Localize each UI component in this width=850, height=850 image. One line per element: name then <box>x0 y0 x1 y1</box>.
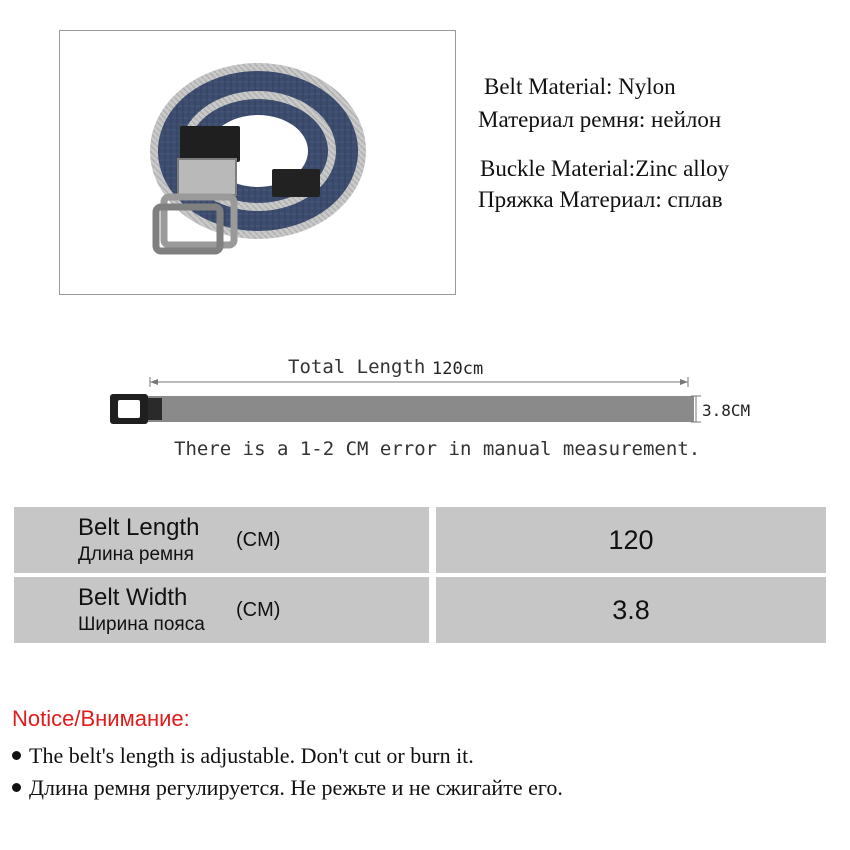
table-row-width <box>14 577 826 643</box>
belt-material-en: Belt Material: Nylon <box>484 74 676 99</box>
table-value-cell <box>436 507 826 573</box>
notice-item-text: The belt's length is adjustable. Don't cut or burn it. <box>29 743 474 768</box>
bullet-icon <box>12 783 21 792</box>
row-value: 120 <box>608 525 654 555</box>
notice-title: Notice/Внимание: <box>12 706 190 731</box>
row-label-ru: Ширина пояса <box>78 614 205 635</box>
buckle-material-en: Buckle Material:Zinc alloy <box>480 156 730 181</box>
row-unit: (CM) <box>236 599 281 621</box>
total-length-label: Total Length <box>288 356 426 378</box>
row-label-ru: Длина ремня <box>78 544 194 565</box>
notice-item <box>12 743 474 769</box>
row-label-en: Belt Width <box>78 584 188 611</box>
notice-item <box>12 775 563 801</box>
table-value-cell <box>436 577 826 643</box>
measurement-diagram <box>30 310 790 470</box>
table-row-length <box>14 507 826 573</box>
belt-material-ru: Материал ремня: нейлон <box>478 107 722 132</box>
row-value: 3.8 <box>612 595 650 625</box>
buckle-material-ru: Пряжка Материал: сплав <box>478 187 723 212</box>
total-length-value: 120cm <box>432 359 484 379</box>
length-dimension-arrow <box>150 377 688 387</box>
bullet-icon <box>12 751 21 760</box>
table-label-cell <box>14 507 429 573</box>
belt-coil-image <box>60 31 456 295</box>
notice-item-text: Длина ремня регулируется. Не режьте и не сжигайте его. <box>29 775 563 800</box>
width-label: 3.8CM <box>702 401 751 420</box>
buckle-icon <box>110 394 162 424</box>
belt-strap-shape <box>146 396 694 422</box>
table-label-cell <box>14 577 429 643</box>
belt-product-photo <box>59 30 456 295</box>
row-unit: (CM) <box>236 529 281 551</box>
row-label-en: Belt Length <box>78 514 200 541</box>
measurement-error-note: There is a 1-2 CM error in manual measurement. <box>174 438 701 460</box>
